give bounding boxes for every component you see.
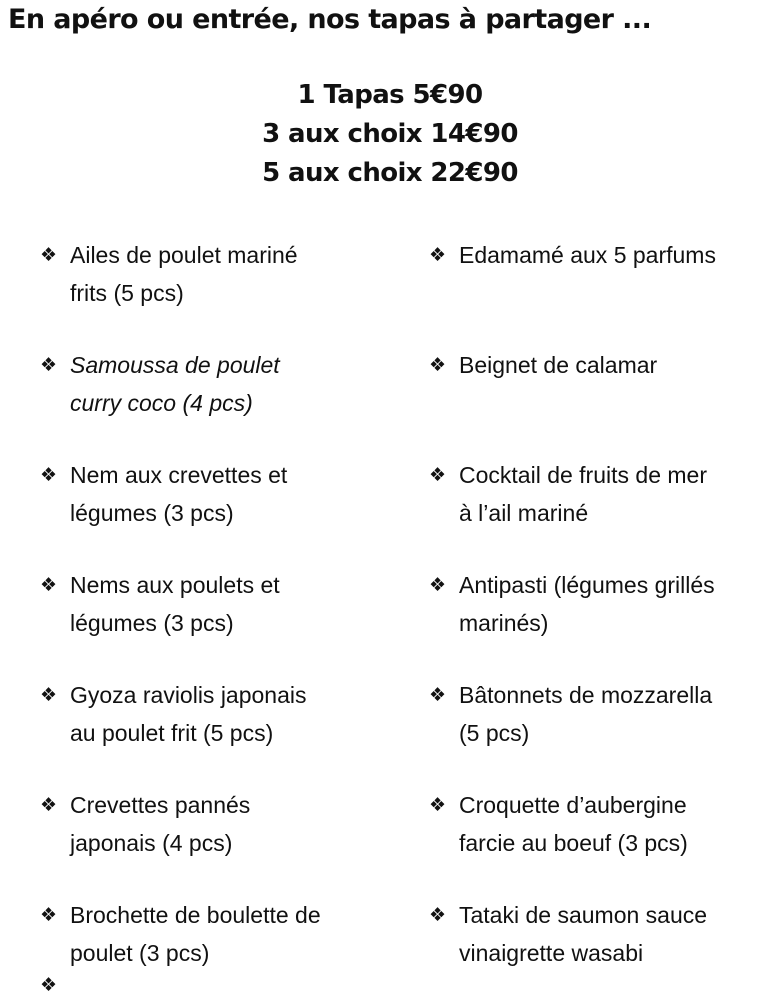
item-line-1: Samoussa de poulet: [70, 352, 280, 378]
item-line-2: vinaigrette wasabi: [459, 940, 644, 966]
item-line-2: japonais (4 pcs): [70, 830, 233, 856]
list-item: [40, 896, 370, 972]
price-5-tapas: 5 aux choix 22€90: [262, 158, 518, 188]
list-item: [429, 566, 759, 642]
price-3-tapas: 3 aux choix 14€90: [262, 119, 518, 149]
bullet-icon: ❖: [40, 684, 58, 706]
item-line-1: Ailes de poulet mariné: [70, 242, 298, 268]
menu-title: En apéro ou entrée, nos tapas à partager ...: [8, 4, 652, 35]
item-line-1: Bâtonnets de mozzarella: [459, 682, 713, 708]
list-item: [40, 346, 370, 422]
list-item: [40, 786, 370, 862]
bullet-icon: ❖: [429, 794, 447, 816]
price-1-tapas: 1 Tapas 5€90: [297, 80, 483, 110]
item-line-1: Gyoza raviolis japonais: [70, 682, 307, 708]
list-item: [429, 896, 759, 972]
bullet-icon: ❖: [40, 464, 58, 486]
item-line-1: Edamamé aux 5 parfums: [459, 242, 716, 268]
list-item: [429, 456, 759, 532]
item-line-2: poulet (3 pcs): [70, 940, 210, 966]
list-item: [40, 566, 370, 642]
item-line-1: Antipasti (légumes grillés: [459, 572, 715, 598]
bullet-icon: ❖: [429, 244, 447, 266]
item-line-1: Tataki de saumon sauce: [459, 902, 708, 928]
item-line-2: farcie au boeuf (3 pcs): [459, 830, 688, 856]
bullet-icon: ❖: [429, 684, 447, 706]
bullet-icon: ❖: [429, 904, 447, 926]
bullet-icon: ❖: [40, 574, 58, 596]
price-list: [0, 76, 767, 193]
list-item: [429, 346, 759, 384]
item-line-1: Cocktail de fruits de mer: [459, 462, 707, 488]
item-line-2: légumes (3 pcs): [70, 610, 234, 636]
list-item: [40, 236, 370, 312]
bullet-icon: ❖: [429, 354, 447, 376]
item-line-1: Brochette de boulette de: [70, 902, 321, 928]
item-line-1: Beignet de calamar: [459, 352, 658, 378]
bullet-icon: ❖: [40, 904, 58, 926]
bullet-icon: ❖: [40, 794, 58, 816]
item-line-1: Crevettes pannés: [70, 792, 251, 818]
list-item: [429, 236, 759, 274]
item-line-2: (5 pcs): [459, 720, 530, 746]
bullet-icon: ❖: [40, 354, 58, 376]
list-item: [429, 786, 759, 862]
bullet-icon: ❖: [429, 574, 447, 596]
item-line-1: Nems aux poulets et: [70, 572, 280, 598]
bullet-icon: ❖: [40, 974, 58, 996]
item-line-2: frits (5 pcs): [70, 280, 184, 306]
list-item: [40, 676, 370, 752]
list-item: [429, 676, 759, 752]
item-line-1: Croquette d’aubergine: [459, 792, 687, 818]
item-line-1: Nem aux crevettes et: [70, 462, 288, 488]
item-line-2: curry coco (4 pcs): [70, 390, 253, 416]
item-line-2: au poulet frit (5 pcs): [70, 720, 274, 746]
bullet-icon: ❖: [40, 244, 58, 266]
item-line-2: marinés): [459, 610, 549, 636]
item-line-2: légumes (3 pcs): [70, 500, 234, 526]
list-item: [40, 456, 370, 532]
bullet-icon: ❖: [429, 464, 447, 486]
item-line-2: à l’ail mariné: [459, 500, 589, 526]
